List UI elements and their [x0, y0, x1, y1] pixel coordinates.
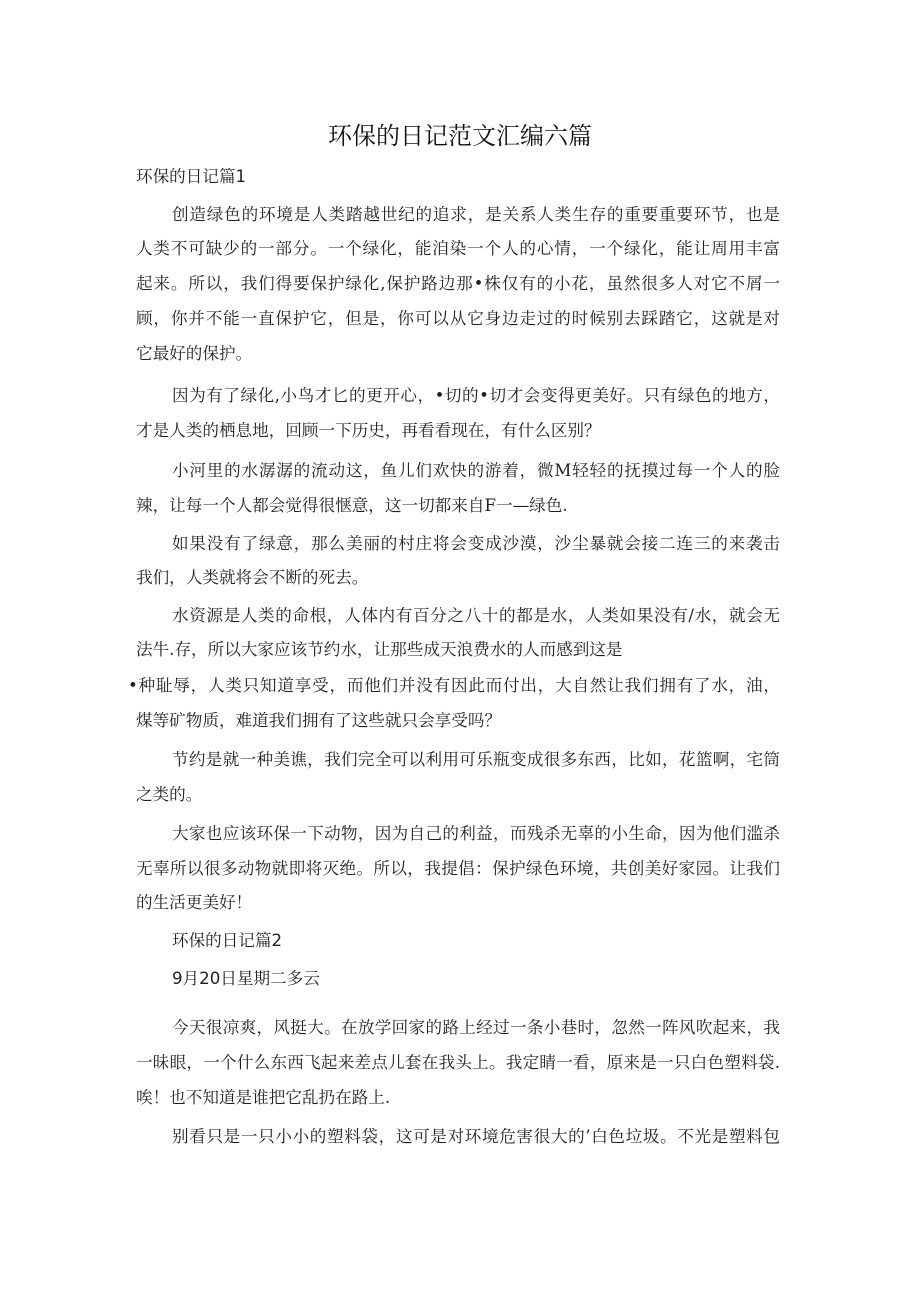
- paragraph-line: 如果没有了绿意，那么美丽的村庄将会变成沙漠，沙尘暴就会接二连三的来袭击: [172, 534, 780, 553]
- paragraph-line: 才是人类的栖息地，回顾一下历史，再看看现在，有什么区别？: [136, 421, 601, 440]
- paragraph-line: 因为有了绿化,小鸟才匕的更开心，•切的•切才会变得更美好。只有绿色的地方，: [172, 386, 780, 405]
- diary-date-line: 9月20日星期二多云: [172, 969, 320, 988]
- paragraph-line: 法牛.存，所以大家应该节约水，让那些成天浪费水的人而感到这是: [136, 640, 623, 659]
- paragraph-line: 创造绿色的环境是人类踏越世纪的追求，是关系人类生存的重要重要环节，也是: [172, 205, 780, 224]
- paragraph-line: 今天很凉爽，风挺大。在放学回家的路上经过一条小巷时，忽然一阵风吹起来，我: [172, 1018, 780, 1037]
- section-heading-1: 环保的日记篇1: [136, 167, 247, 186]
- paragraph-line: 煤等矿物质，难道我们拥有了这些就只会享受吗？: [136, 711, 502, 730]
- paragraph-line: 的生活更美好！: [136, 893, 253, 912]
- paragraph-line: 辣，让每一个人都会觉得很惬意，这一切都来自F一—绿色.: [136, 496, 568, 515]
- paragraph-line: 节约是就一种美谯，我们完全可以利用可乐瓶变成很多东西，比如，花篮啊，宅筒: [172, 750, 780, 769]
- paragraph-line: 大家也应该环保一下动物，因为自己的利益，而残杀无辜的小生命，因为他们滥杀: [172, 824, 780, 843]
- paragraph-line: 小河里的水潺潺的流动这，鱼儿们欢快的游着，微M轻轻的抚摸过每一个人的脸: [172, 461, 780, 480]
- document-title: 环保的日记范文汇编六篇: [328, 122, 592, 150]
- paragraph-line: 一昧眼，一个什么东西飞起来差点儿套在我头上。我定睛一看，原来是一只白色塑料袋.: [136, 1053, 780, 1072]
- paragraph-line: 之类的。: [136, 785, 203, 804]
- section-heading-2: 环保的日记篇2: [172, 931, 283, 950]
- paragraph-line: 顾，你并不能一直保护它，但是，你可以从它身边走过的时候别去踩踏它，这就是对: [136, 309, 780, 328]
- paragraph-line: •种耻辱，人类只知道享受，而他们并没有因此而付出，大自然让我们拥有了水，油，: [128, 676, 780, 695]
- paragraph-line: 唉！也不知道是谁把它乱扔在路上.: [136, 1088, 391, 1107]
- paragraph-line: 我们，人类就将会不断的死去。: [136, 568, 369, 587]
- paragraph-line: 水资源是人类的命根，人体内有百分之八十的都是水，人类如果没有/水，就会无: [172, 606, 780, 625]
- paragraph-line: 它最好的保护。: [136, 344, 253, 363]
- paragraph-line: 起来。所以，我们得要保护绿化,保护路边那•株仅有的小花，虽然很多人对它不屑一: [136, 274, 780, 293]
- paragraph-line: 别看只是一只小小的塑料袋，这可是对环境危害很大的’白色垃圾。不光是塑料包: [172, 1127, 780, 1146]
- paragraph-line: 无辜所以很多动物就即将灭绝。所以，我提倡：保护绿色环境，共创美好家园。让我们: [136, 859, 780, 878]
- paragraph-line: 人类不可缺少的一部分。一个绿化，能洎染一个人的心情，一个绿化，能让周用丰富: [136, 239, 780, 258]
